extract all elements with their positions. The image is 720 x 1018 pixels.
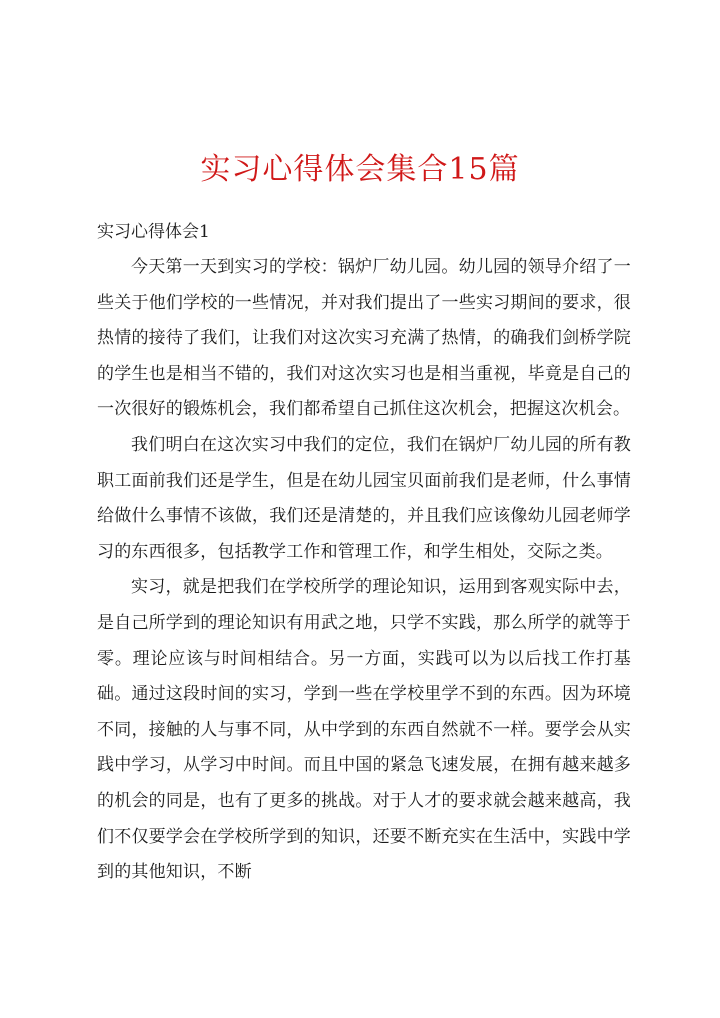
paragraph: 实习，就是把我们在学校所学的理论知识，运用到客观实际中去，是自己所学到的理论知识有用武之地，只学不实践，那么所学的就等于零。理论应该与时间相结合。另一方面，实践可以为以后找工作打基础。通过这段时间的实习，学到一些在学校里学不到的东西。因为环境不同，接触的人与事不同，从中学到的东西自然就不一样。要学会从实践中学习，从学习中时间。而且中国的紧急飞速发展，在拥有越来越多的机会的同是，也有了更多的挑战。对于人才的要求就会越来越高，我们不仅要学会在学校所学到的知识，还要不断充实在生活中，实践中学到的其他知识，不断 xyxy=(97,577,631,883)
section-heading: 实习心得体会1 xyxy=(97,222,210,242)
paragraph: 我们明白在这次实习中我们的定位，我们在锅炉厂幼儿园的所有教职工面前我们还是学生，但是在幼儿园宝贝面前我们是老师，什么事情给做什么事情不该做，我们还是清楚的，并且我们应该像幼儿园老师学习的东西很多，包括教学工作和管理工作，和学生相处，交际之类。 xyxy=(97,434,631,562)
page-title: 实习心得体会集合15篇 xyxy=(200,152,520,187)
paragraph: 今天第一天到实习的学校：锅炉厂幼儿园。幼儿园的领导介绍了一些关于他们学校的一些情况，并对我们提出了一些实习期间的要求，很热情的接待了我们，让我们对这次实习充满了热情，的确我们剑桥学院的学生也是相当不错的，我们对这次实习也是相当重视，毕竟是自己的一次很好的锻炼机会，我们都希望自己抓住这次机会，把握这次机会。 xyxy=(97,257,631,420)
document-body xyxy=(97,250,631,891)
